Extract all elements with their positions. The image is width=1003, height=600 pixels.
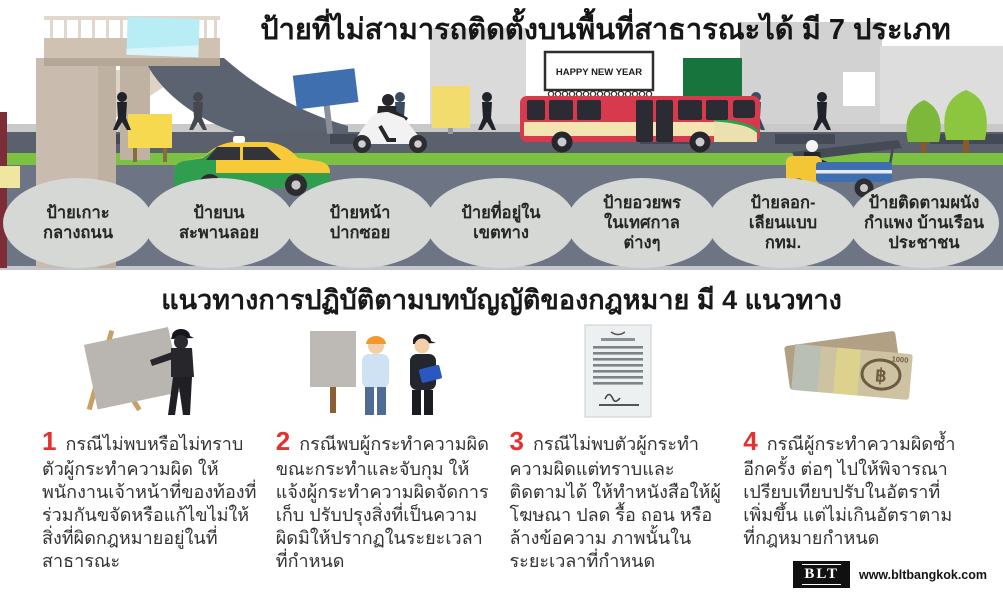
- blt-logo: BLT: [793, 561, 850, 588]
- bridge-banner: [126, 17, 199, 57]
- banknote-denomination: 1000: [891, 354, 909, 365]
- baht-symbol: ฿: [874, 365, 888, 386]
- guideline-item: [42, 323, 260, 573]
- sign-type-bubbles: [3, 178, 1000, 268]
- sign-type-bubble: ป้ายลอก- เลียนแบบ กทม.: [708, 178, 858, 268]
- guideline-text: 3 กรณีไม่พบตัวผู้กระทำความผิดแต่ทราบและติดตามได้ ให้ทำหนังสือให้ผู้โฆษณา ปลด รื้อ ถอน หรือล้างข้อความ ภาพนั้นในระยะเวลาที่กำหนด: [509, 426, 721, 572]
- guideline-number: 4: [743, 426, 758, 456]
- man-removing-sign-icon: [42, 323, 260, 419]
- officer-issuing-fine-icon: [276, 323, 494, 419]
- sign-type-bubble: ป้ายเกาะ กลางถนน: [3, 178, 153, 268]
- happy-new-year-billboard: [545, 52, 653, 97]
- sign-type-bubble: ป้ายหน้า ปากซอย: [285, 178, 435, 268]
- guideline-number: 3: [509, 426, 524, 456]
- yellow-street-sign: [432, 86, 470, 134]
- guideline-item: [276, 323, 494, 573]
- guideline-number: 1: [42, 426, 57, 456]
- guideline-text: 4 กรณีผู้กระทำความผิดซ้ำอีกครั้ง ต่อๆ ไปให้พิจารณาเปรียบเทียบปรับในอัตราที่เพิ่มขึ้น แต่ไม่เกินอัตราตามที่กฎหมายกำหนด: [743, 426, 956, 549]
- main-title: ป้ายที่ไม่สามารถติดตั้งบนพื้นที่สาธารณะได้ มี 7 ประเภท: [260, 14, 951, 46]
- window: [843, 72, 875, 106]
- sign-type-bubble: ป้ายที่อยู่ใน เขตทาง: [426, 178, 576, 268]
- baht-banknotes-icon: [743, 323, 961, 419]
- guideline-text: 2 กรณีพบผู้กระทำความผิดขณะกระทำและจับกุม ให้แจ้งผู้กระทำความผิดจัดการเก็บ ปรับปรุงสิ่งที่เป็นความผิดมิให้ปรากฏในระยะเวลาที่กำหนด: [275, 426, 489, 572]
- guidelines-section: [0, 270, 1003, 573]
- footer: [793, 561, 987, 588]
- website-url: www.bltbangkok.com: [858, 567, 987, 582]
- sign-type-bubble: ป้ายติดตามผนัง กำแพง บ้านเรือน ประชาชน: [849, 178, 999, 268]
- billboard-text: HAPPY NEW YEAR: [555, 67, 643, 78]
- guideline-item: [510, 323, 728, 573]
- guidelines-title: แนวทางการปฏิบัติตามบทบัญญัติของกฎหมาย มี 4 แนวทาง: [161, 285, 842, 315]
- official-letter-icon: [510, 323, 728, 419]
- guideline-item: [743, 323, 961, 573]
- sign-type-bubble: ป้ายอวยพร ในเทศกาล ต่างๆ: [567, 178, 717, 268]
- street-scene: [0, 0, 1003, 270]
- guideline-number: 2: [275, 426, 291, 456]
- sign-type-bubble: ป้ายบน สะพานลอย: [144, 178, 294, 268]
- guideline-text: 1 กรณีไม่พบหรือไม่ทราบตัวผู้กระทำความผิด ให้พนักงานเจ้าหน้าที่ของท้องที่ร่วมกันขจัดหรือแก้ไขไม่ให้สิ่งที่ผิดกฎหมายอยู่ในที่สาธารณะ: [42, 426, 257, 572]
